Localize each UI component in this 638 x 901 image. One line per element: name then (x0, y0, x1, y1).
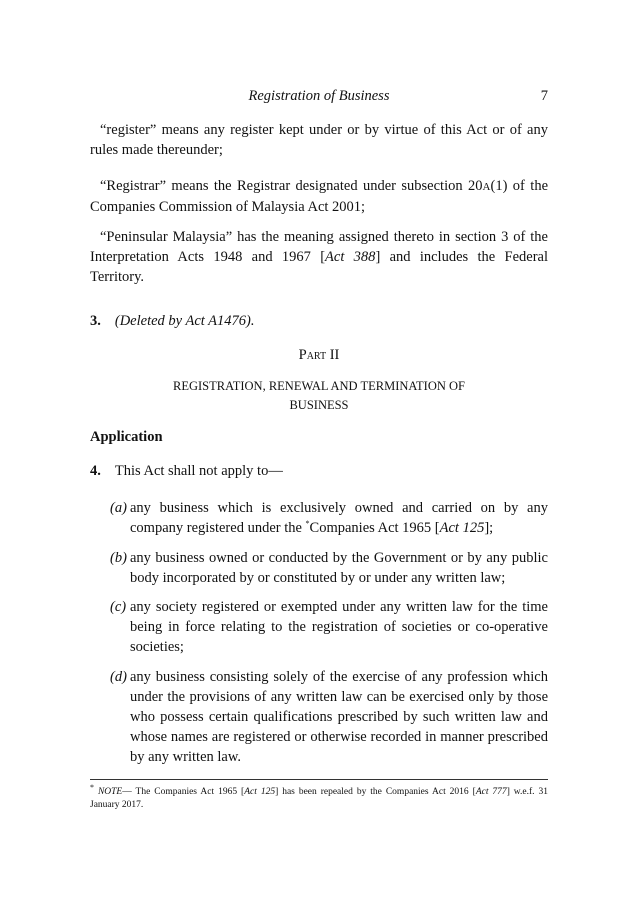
part-label: Part II (298, 347, 340, 363)
running-header (90, 88, 548, 108)
footnote-divider (90, 779, 548, 780)
definition-register: “register” means any register kept under or by virtue of this Act or of any rules made thereunder; (90, 122, 548, 158)
section-3: 3. (Deleted by Act A1476). (90, 313, 255, 329)
page-number: 7 (540, 88, 548, 104)
part-heading: REGISTRATION, RENEWAL AND TERMINATION OF BUSINESS (172, 379, 465, 412)
section-number: 4. (90, 463, 101, 479)
footnote: * NOTE— The Companies Act 1965 [Act 125] has been repealed by the Companies Act 2016 [Act 777] w.e.f. 31 January 2017. (90, 782, 549, 810)
section-4-intro: 4. This Act shall not apply to— (90, 463, 283, 479)
section-number: 3. (90, 313, 101, 329)
definition-peninsular-malaysia: “Peninsular Malaysia” has the meaning assigned thereto in section 3 of the Interpretation Acts 1948 and 1967 [Act 388] and includes the Federal Territory. (90, 229, 548, 285)
section-heading-application: Application (90, 429, 163, 445)
header-title: Registration of Business (248, 88, 390, 104)
definition-registrar: “Registrar” means the Registrar designated under subsection 20A(1) of the Companies Commission of Malaysia Act 2001; (90, 178, 549, 215)
